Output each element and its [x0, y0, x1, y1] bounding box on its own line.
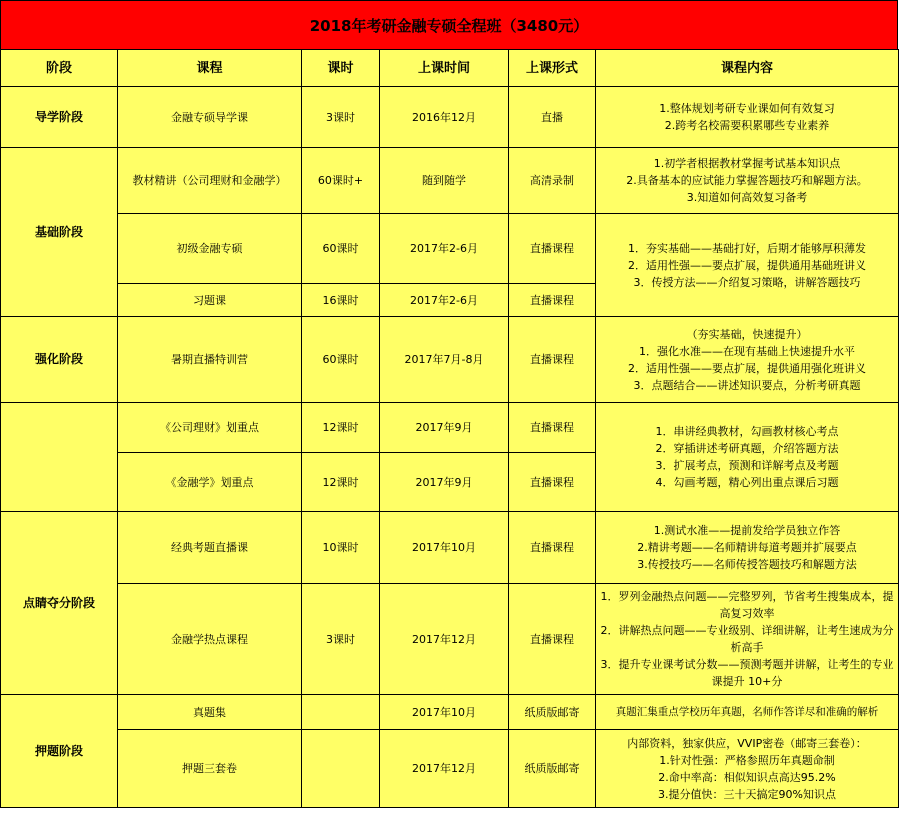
course-cell: 习题课	[118, 284, 302, 317]
header-course: 课程	[118, 50, 302, 87]
format-cell: 直播课程	[509, 284, 596, 317]
table-row	[1, 148, 899, 214]
format-cell: 直播课程	[509, 214, 596, 284]
content-line: （夯实基础，快速提升）	[686, 327, 808, 341]
header-row	[1, 50, 899, 87]
content-cell	[596, 403, 899, 512]
format-cell: 直播课程	[509, 453, 596, 512]
content-line: 3.提分值快：三十天搞定90%知识点	[658, 787, 836, 801]
hours-cell: 60课时+	[302, 148, 380, 214]
time-cell: 2017年9月	[380, 453, 509, 512]
stage-cell: 强化阶段	[1, 317, 118, 403]
course-table	[0, 49, 899, 808]
content-cell	[596, 730, 899, 808]
content-line: 3.传授技巧——名师传授答题技巧和解题方法	[637, 558, 857, 571]
stage-cell: 导学阶段	[1, 87, 118, 148]
content-cell	[596, 695, 899, 730]
content-cell	[596, 512, 899, 584]
content-line: 2．适用性强——要点扩展，提供通用强化班讲义	[628, 361, 866, 375]
stage-cell-empty	[1, 403, 118, 512]
hours-cell: 3课时	[302, 584, 380, 695]
time-cell: 随到随学	[380, 148, 509, 214]
content-line: 4．勾画考题，精心列出重点课后习题	[655, 476, 839, 489]
content-line: 2.命中率高：相似知识点高达95.2%	[658, 770, 836, 784]
table-row	[1, 512, 899, 584]
content-cell	[596, 214, 899, 317]
content-line: 3．扩展考点，预测和详解考点及考题	[655, 459, 839, 472]
hours-cell: 12课时	[302, 453, 380, 512]
content-line: 2．穿插讲述考研真题，介绍答题方法	[655, 442, 839, 455]
header-content: 课程内容	[596, 50, 899, 87]
table-row	[1, 584, 899, 695]
header-time: 上课时间	[380, 50, 509, 87]
course-cell: 金融学热点课程	[118, 584, 302, 695]
time-cell: 2017年2-6月	[380, 284, 509, 317]
content-line: 1.整体规划考研专业课如何有效复习	[659, 102, 835, 115]
content-line: 3．点题结合——讲述知识要点，分析考研真题	[633, 378, 861, 392]
format-cell: 高清录制	[509, 148, 596, 214]
content-cell	[596, 317, 899, 403]
stage-cell: 押题阶段	[1, 695, 118, 808]
hours-cell: 60课时	[302, 214, 380, 284]
content-line: 3．提升专业课考试分数——预测考题并讲解，让考生的专业课提升 10+分	[600, 658, 894, 688]
content-line: 真题汇集重点学校历年真题，名师作答详尽和准确的解析	[615, 705, 879, 718]
hours-cell	[302, 695, 380, 730]
table-row	[1, 695, 899, 730]
format-cell: 直播课程	[509, 317, 596, 403]
format-cell: 纸质版邮寄	[509, 695, 596, 730]
table-row	[1, 730, 899, 808]
content-line: 内部资料，独家供应，VVIP密卷（邮寄三套卷）：	[627, 736, 867, 750]
time-cell: 2017年7月-8月	[380, 317, 509, 403]
header-format: 上课形式	[509, 50, 596, 87]
time-cell: 2017年9月	[380, 403, 509, 453]
content-line: 1．罗列金融热点问题——完整罗列，节省考生搜集成本，提高复习效率	[600, 590, 894, 620]
hours-cell: 10课时	[302, 512, 380, 584]
course-cell: 初级金融专硕	[118, 214, 302, 284]
content-line: 2.跨考名校需要积累哪些专业素养	[664, 119, 830, 132]
content-cell	[596, 87, 899, 148]
content-cell	[596, 148, 899, 214]
content-line: 2.具备基本的应试能力掌握答题技巧和解题方法。	[626, 174, 868, 187]
stage-cell: 基础阶段	[1, 148, 118, 317]
hours-cell: 16课时	[302, 284, 380, 317]
time-cell: 2017年12月	[380, 730, 509, 808]
format-cell: 直播课程	[509, 403, 596, 453]
content-line: 1．夯实基础——基础打好，后期才能够厚积薄发	[628, 241, 866, 255]
content-cell	[596, 584, 899, 695]
table-row	[1, 403, 899, 453]
content-line: 2．适用性强——要点扩展，提供通用基础班讲义	[628, 258, 866, 272]
format-cell: 纸质版邮寄	[509, 730, 596, 808]
content-line: 1.初学者根据教材掌握考试基本知识点	[653, 157, 841, 170]
stage-cell: 点睛夺分阶段	[1, 512, 118, 695]
content-line: 3．传授方法——介绍复习策略，讲解答题技巧	[633, 275, 861, 289]
format-cell: 直播课程	[509, 512, 596, 584]
course-cell: 真题集	[118, 695, 302, 730]
header-hours: 课时	[302, 50, 380, 87]
format-cell: 直播课程	[509, 584, 596, 695]
content-line: 2．讲解热点问题——专业级别、详细讲解，让考生速成为分析高手	[600, 624, 894, 654]
content-line: 1.测试水准——提前发给学员独立作答	[653, 524, 841, 537]
time-cell: 2017年10月	[380, 695, 509, 730]
course-cell: 教材精讲（公司理财和金融学）	[118, 148, 302, 214]
format-cell: 直播	[509, 87, 596, 148]
time-cell: 2017年10月	[380, 512, 509, 584]
hours-cell: 3课时	[302, 87, 380, 148]
course-cell: 暑期直播特训营	[118, 317, 302, 403]
table-title: 2018年考研金融专硕全程班（3480元）	[0, 0, 898, 50]
content-line: 2.精讲考题——名师精讲每道考题并扩展要点	[637, 541, 857, 554]
course-cell: 押题三套卷	[118, 730, 302, 808]
course-cell: 《公司理财》划重点	[118, 403, 302, 453]
hours-cell: 12课时	[302, 403, 380, 453]
time-cell: 2017年2-6月	[380, 214, 509, 284]
table-row	[1, 317, 899, 403]
time-cell: 2017年12月	[380, 584, 509, 695]
content-line: 3.知道如何高效复习备考	[686, 191, 808, 204]
content-line: 1．强化水准——在现有基础上快速提升水平	[639, 344, 855, 358]
header-stage: 阶段	[1, 50, 118, 87]
content-line: 1．串讲经典教材，勾画教材核心考点	[655, 425, 839, 438]
content-line: 1.针对性强：严格参照历年真题命制	[659, 753, 835, 767]
table-row	[1, 214, 899, 284]
hours-cell	[302, 730, 380, 808]
course-cell: 《金融学》划重点	[118, 453, 302, 512]
course-cell: 金融专硕导学课	[118, 87, 302, 148]
hours-cell: 60课时	[302, 317, 380, 403]
course-cell: 经典考题直播课	[118, 512, 302, 584]
time-cell: 2016年12月	[380, 87, 509, 148]
table-row	[1, 87, 899, 148]
